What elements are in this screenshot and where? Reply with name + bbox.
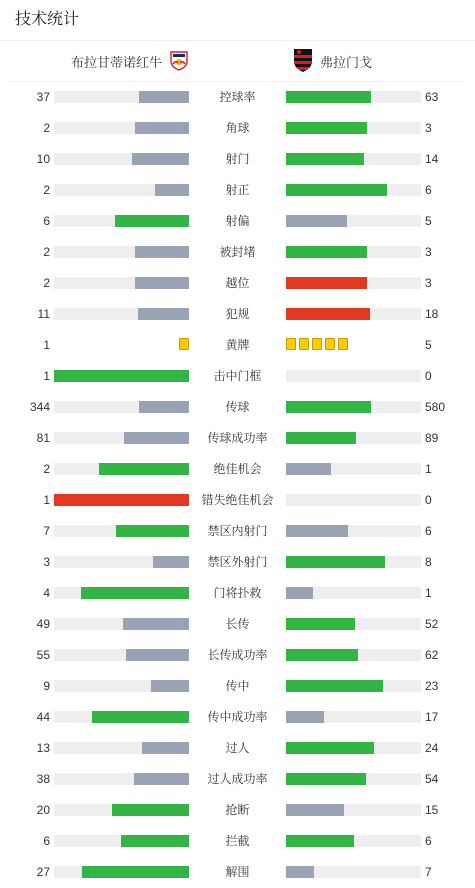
stat-row	[0, 702, 475, 733]
home-stat-value: 2	[43, 183, 50, 197]
stat-label: 禁区内射门	[207, 524, 268, 538]
stat-row	[0, 113, 475, 144]
away-team[interactable]	[292, 41, 372, 81]
stat-label: 长传	[225, 617, 250, 631]
away-stat-value: 3	[425, 276, 432, 290]
stat-label: 犯规	[225, 307, 250, 321]
away-bar-fill	[286, 866, 314, 878]
home-stat-bar	[54, 618, 189, 630]
stat-row	[0, 268, 475, 299]
stat-row	[0, 206, 475, 237]
away-stat-bar	[286, 525, 421, 537]
flamengo-crest-icon	[292, 47, 314, 76]
home-bar-fill	[99, 463, 189, 475]
home-stat-value: 7	[43, 524, 50, 538]
away-bar-fill	[286, 122, 367, 134]
stat-row	[0, 485, 475, 516]
stat-label: 黄牌	[225, 338, 250, 352]
home-stat-value: 27	[36, 865, 50, 879]
away-stat-value: 24	[425, 741, 439, 755]
away-yellow-cards	[286, 338, 348, 351]
stat-label: 控球率	[219, 90, 256, 104]
yellow-card-icon	[179, 338, 189, 350]
away-stat-value: 6	[425, 183, 432, 197]
away-stat-bar	[286, 153, 421, 165]
stat-label: 传球成功率	[207, 431, 268, 445]
away-stat-value: 14	[425, 152, 439, 166]
home-stat-value: 4	[43, 586, 50, 600]
stat-row	[0, 547, 475, 578]
yellow-card-icon	[286, 338, 296, 350]
away-stat-value: 63	[425, 90, 439, 104]
home-bar-fill	[139, 91, 189, 103]
stat-row	[0, 857, 475, 888]
away-stat-value: 8	[425, 555, 432, 569]
home-stat-bar	[54, 742, 189, 754]
away-stat-value: 7	[425, 865, 432, 879]
home-stat-bar	[54, 308, 189, 320]
away-stat-value: 15	[425, 803, 439, 817]
home-bar-fill	[124, 432, 189, 444]
home-stat-bar	[54, 866, 189, 878]
stat-label: 长传成功率	[207, 648, 268, 662]
away-bar-fill	[286, 215, 347, 227]
stat-row	[0, 237, 475, 268]
stat-row	[0, 671, 475, 702]
away-stat-bar	[286, 835, 421, 847]
stat-label: 过人成功率	[207, 772, 268, 786]
red-bull-crest-icon	[168, 49, 190, 74]
home-stat-bar	[54, 587, 189, 599]
stat-row	[0, 299, 475, 330]
home-team-name: 布拉甘蒂诺红牛	[70, 54, 162, 70]
home-bar-fill	[142, 742, 189, 754]
stat-label: 击中门框	[213, 369, 262, 383]
away-stat-bar	[286, 184, 421, 196]
away-stat-bar	[286, 370, 421, 382]
home-stat-bar	[54, 401, 189, 413]
yellow-card-icon	[299, 338, 309, 350]
away-bar-fill	[286, 587, 313, 599]
stat-row	[0, 361, 475, 392]
away-stat-bar	[286, 587, 421, 599]
stat-row	[0, 826, 475, 857]
away-stat-value: 0	[425, 369, 432, 383]
away-stat-value: 23	[425, 679, 439, 693]
away-stat-value: 52	[425, 617, 439, 631]
home-stat-bar	[54, 277, 189, 289]
home-bar-fill	[155, 184, 189, 196]
home-stat-value: 20	[36, 803, 50, 817]
away-stat-value: 1	[425, 462, 432, 476]
home-stat-bar	[54, 215, 189, 227]
home-stat-bar	[54, 370, 189, 382]
home-stat-bar	[54, 494, 189, 506]
team-header	[10, 41, 465, 82]
away-bar-fill	[286, 556, 385, 568]
away-stat-value: 54	[425, 772, 439, 786]
stat-label: 被封堵	[219, 245, 256, 259]
home-stat-bar	[54, 525, 189, 537]
home-stat-bar	[54, 246, 189, 258]
home-stat-value: 38	[36, 772, 50, 786]
home-stat-value: 1	[43, 369, 50, 383]
away-stat-value: 5	[425, 338, 432, 352]
home-yellow-cards	[179, 338, 189, 351]
away-stat-bar	[286, 246, 421, 258]
home-stat-value: 3	[43, 555, 50, 569]
away-stat-bar	[286, 494, 421, 506]
stat-label: 错失绝佳机会	[201, 493, 274, 507]
away-stat-value: 17	[425, 710, 439, 724]
away-stat-value: 0	[425, 493, 432, 507]
home-stat-bar	[54, 711, 189, 723]
page-title: 技术统计	[0, 0, 475, 41]
home-bar-fill	[132, 153, 189, 165]
away-bar-fill	[286, 91, 371, 103]
home-stat-bar	[54, 835, 189, 847]
away-bar-fill	[286, 184, 387, 196]
home-stat-value: 10	[36, 152, 50, 166]
stat-label: 禁区外射门	[207, 555, 268, 569]
away-bar-fill	[286, 525, 348, 537]
home-bar-fill	[115, 215, 189, 227]
away-bar-fill	[286, 680, 383, 692]
stat-label: 射门	[225, 152, 250, 166]
home-stat-value: 1	[43, 338, 50, 352]
yellow-card-icon	[312, 338, 322, 350]
yellow-card-icon	[325, 338, 335, 350]
home-bar-fill	[81, 587, 189, 599]
stat-label: 越位	[225, 276, 250, 290]
stat-label: 射正	[225, 183, 250, 197]
home-stat-value: 6	[43, 834, 50, 848]
away-stat-value: 6	[425, 524, 432, 538]
home-bar-fill	[135, 246, 189, 258]
away-stat-bar	[286, 711, 421, 723]
home-bar-fill	[116, 525, 189, 537]
away-bar-fill	[286, 432, 356, 444]
stat-row	[0, 640, 475, 671]
home-stat-value: 9	[43, 679, 50, 693]
away-stat-bar	[286, 91, 421, 103]
stat-label: 传中成功率	[207, 710, 268, 724]
away-stat-bar	[286, 401, 421, 413]
home-bar-fill	[126, 649, 189, 661]
stats-list	[0, 82, 475, 888]
home-team[interactable]	[71, 41, 190, 81]
stat-row	[0, 330, 475, 361]
stat-row	[0, 764, 475, 795]
away-stat-value: 3	[425, 121, 432, 135]
home-stat-bar	[54, 91, 189, 103]
stat-label: 过人	[225, 741, 250, 755]
away-stat-bar	[286, 277, 421, 289]
away-stat-bar	[286, 122, 421, 134]
away-bar-fill	[286, 742, 374, 754]
home-stat-value: 13	[36, 741, 50, 755]
away-bar-fill	[286, 804, 344, 816]
away-bar-fill	[286, 277, 367, 289]
away-bar-fill	[286, 246, 367, 258]
home-stat-bar	[54, 153, 189, 165]
home-bar-fill	[121, 835, 189, 847]
home-stat-bar	[54, 649, 189, 661]
stat-label: 拦截	[225, 834, 250, 848]
away-stat-bar	[286, 463, 421, 475]
home-stat-value: 44	[36, 710, 50, 724]
stat-row	[0, 82, 475, 113]
home-bar-fill	[151, 680, 189, 692]
home-stat-value: 1	[43, 493, 50, 507]
home-stat-value: 81	[36, 431, 50, 445]
away-stat-bar	[286, 773, 421, 785]
home-bar-fill	[153, 556, 189, 568]
home-bar-fill	[138, 308, 189, 320]
home-stat-bar	[54, 804, 189, 816]
away-bar-fill	[286, 711, 324, 723]
stat-row	[0, 795, 475, 826]
away-stat-value: 1	[425, 586, 432, 600]
home-stat-value: 6	[43, 214, 50, 228]
stat-label: 门将扑救	[213, 586, 262, 600]
away-bar-fill	[286, 618, 355, 630]
home-bar-fill	[82, 866, 189, 878]
away-stat-value: 62	[425, 648, 439, 662]
away-stat-bar	[286, 618, 421, 630]
home-bar-fill	[135, 277, 189, 289]
home-bar-fill	[134, 773, 189, 785]
home-stat-value: 2	[43, 462, 50, 476]
yellow-card-icon	[338, 338, 348, 350]
home-stat-value: 11	[37, 307, 50, 321]
stat-row	[0, 609, 475, 640]
home-stat-value: 37	[36, 90, 50, 104]
away-stat-bar	[286, 804, 421, 816]
home-stat-bar	[54, 463, 189, 475]
away-stat-bar	[286, 649, 421, 661]
home-bar-fill	[135, 122, 189, 134]
away-bar-fill	[286, 153, 364, 165]
away-stat-value: 580	[425, 400, 446, 414]
away-stat-bar	[286, 215, 421, 227]
home-bar-fill	[54, 370, 189, 382]
home-stat-value: 49	[36, 617, 50, 631]
home-stat-value: 2	[43, 276, 50, 290]
away-bar-fill	[286, 463, 331, 475]
stat-row	[0, 423, 475, 454]
away-bar-fill	[286, 308, 370, 320]
stat-label: 抢断	[225, 803, 250, 817]
stat-row	[0, 175, 475, 206]
home-bar-fill	[112, 804, 189, 816]
away-bar-fill	[286, 773, 366, 785]
stat-row	[0, 392, 475, 423]
away-bar-fill	[286, 649, 358, 661]
home-stat-value: 55	[36, 648, 50, 662]
away-stat-bar	[286, 308, 421, 320]
away-stat-value: 18	[425, 307, 439, 321]
stat-row	[0, 733, 475, 764]
away-stat-bar	[286, 680, 421, 692]
home-bar-fill	[139, 401, 189, 413]
away-bar-fill	[286, 835, 354, 847]
away-stat-bar	[286, 556, 421, 568]
stat-label: 角球	[225, 121, 250, 135]
away-stat-bar	[286, 742, 421, 754]
home-bar-fill	[123, 618, 189, 630]
home-stat-bar	[54, 556, 189, 568]
home-bar-fill	[92, 711, 189, 723]
away-team-name: 弗拉门戈	[320, 54, 373, 70]
stat-label: 解围	[225, 865, 250, 879]
stat-label: 传球	[225, 400, 250, 414]
stat-row	[0, 516, 475, 547]
stat-row	[0, 578, 475, 609]
home-stat-bar	[54, 680, 189, 692]
home-stat-value: 2	[43, 245, 50, 259]
home-stat-bar	[54, 432, 189, 444]
home-stat-value: 2	[43, 121, 50, 135]
away-stat-value: 5	[425, 214, 432, 228]
home-stat-bar	[54, 184, 189, 196]
stat-label: 绝佳机会	[213, 462, 262, 476]
stat-row	[0, 454, 475, 485]
stat-row	[0, 144, 475, 175]
stat-label: 传中	[225, 679, 250, 693]
away-stat-bar	[286, 432, 421, 444]
home-stat-bar	[54, 122, 189, 134]
away-stat-value: 89	[425, 431, 439, 445]
away-stat-value: 3	[425, 245, 432, 259]
home-stat-value: 344	[29, 400, 50, 414]
away-bar-fill	[286, 401, 371, 413]
home-stat-bar	[54, 773, 189, 785]
away-stat-value: 6	[425, 834, 432, 848]
away-stat-bar	[286, 866, 421, 878]
stat-label: 射偏	[225, 214, 250, 228]
home-bar-fill	[54, 494, 189, 506]
